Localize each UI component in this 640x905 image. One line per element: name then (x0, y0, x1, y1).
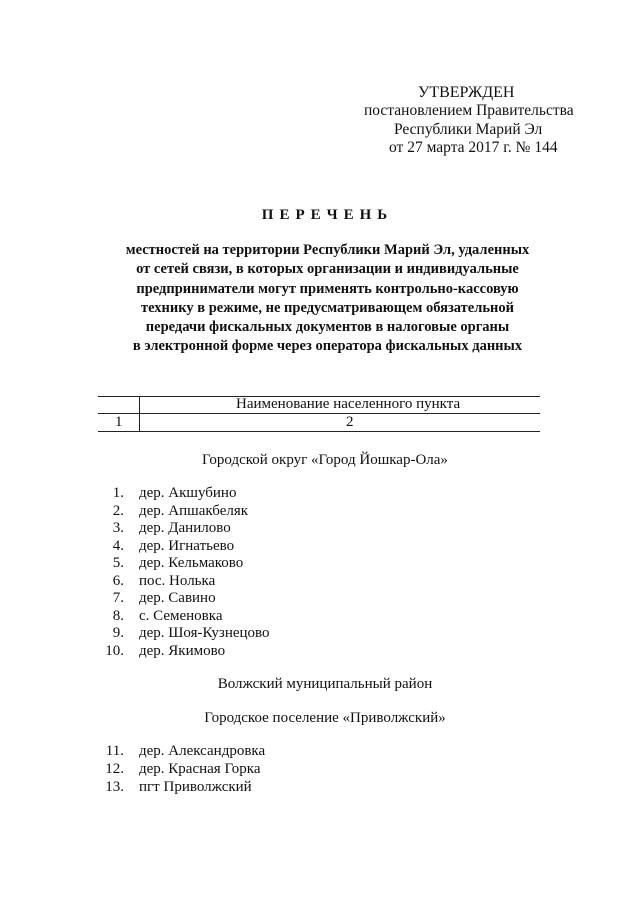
list-item-number: 10. (105, 642, 124, 659)
subtitle-line-6: в электронной форме через оператора фискальных данных (132, 338, 523, 355)
list-item-name: пгт Приволжский (139, 779, 252, 795)
list-item-name: с. Семеновка (139, 607, 223, 624)
list-item-number: 4. (112, 537, 124, 554)
list-item-name: дер. Кельмаково (139, 555, 244, 571)
list-item-number: 1. (112, 485, 124, 501)
approval-line-1: постановлением Правительства (364, 102, 574, 119)
list-item-name: дер. Александровка (139, 743, 266, 759)
subtitle-line-3: предприниматели могут применять контрольно-кассовую (136, 280, 519, 297)
table-col-2-number: 2 (346, 414, 354, 430)
table-header-name: Наименование населенного пункта (236, 396, 461, 412)
subtitle-line-5: передачи фискальных документов в налоговые органы (145, 319, 510, 336)
document-title: ПЕРЕЧЕНЬ (261, 207, 394, 223)
subtitle-line-2: от сетей связи, в которых организации и индивидуальные (136, 261, 519, 278)
approval-line-2: Республики Марий Эл (394, 121, 543, 138)
list-item-name: дер. Красная Горка (139, 761, 261, 777)
list-item-number: 6. (112, 572, 124, 589)
list-item-number: 3. (112, 520, 124, 536)
approval-line-3: от 27 марта 2017 г. № 144 (389, 139, 558, 156)
table-mid-rule (98, 413, 540, 414)
list-item-number: 13. (105, 779, 124, 795)
document-subtitle (0, 241, 640, 357)
list-item-number: 12. (105, 761, 124, 777)
list-item-name: дер. Якимово (139, 642, 226, 659)
list-item-number: 9. (112, 625, 124, 641)
approval-heading: УТВЕРЖДЕН (418, 84, 515, 101)
list-item-number: 11. (105, 743, 124, 759)
subtitle-line-4: технику в режиме, не предусматривающем обязательной (140, 299, 514, 316)
list-item-name: дер. Шоя-Кузнецово (139, 625, 270, 641)
subtitle-line-1: местностей на территории Республики Марий Эл, удаленных (125, 242, 530, 258)
list-item-name: дер. Савино (139, 590, 216, 606)
section-heading-city: Городской округ «Город Йошкар-Ола» (202, 452, 448, 468)
table-col-1-number: 1 (115, 414, 123, 430)
section-heading-district: Волжский муниципальный район (217, 676, 433, 692)
list-item-name: дер. Данилово (139, 520, 231, 536)
table-bottom-rule (98, 431, 540, 432)
list-item-number: 8. (112, 607, 124, 624)
section-heading-settlement: Городское поселение «Приволжский» (204, 710, 446, 726)
list-item-name: пос. Нолька (139, 572, 216, 589)
list-item-name: дер. Игнатьево (139, 537, 235, 554)
list-item-number: 7. (112, 590, 124, 606)
list-item-name: дер. Апшакбеляк (139, 502, 249, 519)
list-item-name: дер. Акшубино (139, 485, 237, 501)
list-item-number: 5. (112, 555, 124, 571)
list-item-number: 2. (112, 502, 124, 519)
table-column-divider (139, 396, 140, 431)
